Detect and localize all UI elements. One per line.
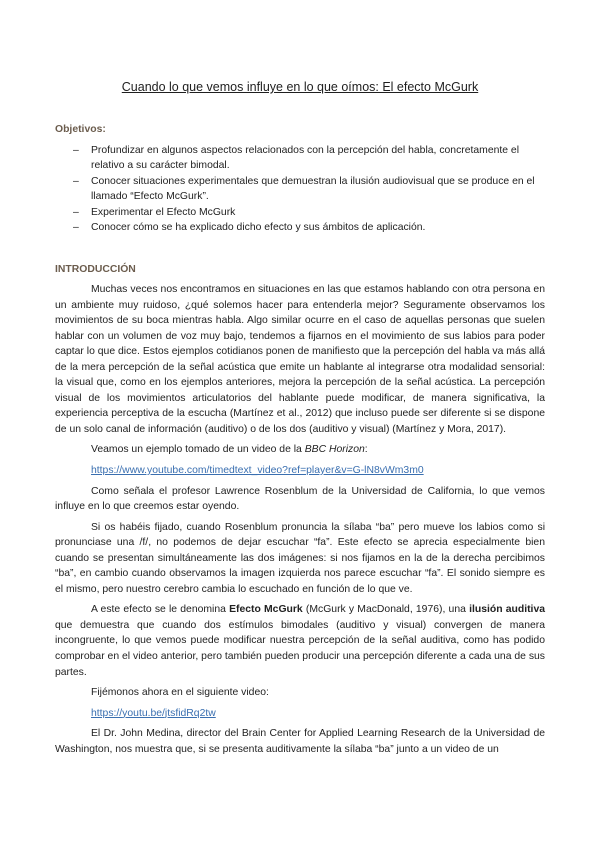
introduction-body [55, 282, 545, 757]
intro-paragraph-6: Fijémonos ahora en el siguiente video: [91, 687, 269, 699]
introduction-heading: INTRODUCCIÓN [55, 264, 136, 275]
objective-item: – Conocer situaciones experimentales que demuestran la ilusión audiovisual que se produce en el llamado “Efecto McGurk”. [73, 175, 535, 203]
objective-item: – Profundizar en algunos aspectos relacionados con la percepción del habla, concretamente el relativo a su carácter bimodal. [73, 145, 520, 172]
video-link-1-line [55, 463, 545, 479]
video-link-1[interactable]: https://www.youtube.com/timedtext_video?ref=player&v=G-lN8vWm3m0 [91, 465, 424, 477]
video-link-2-line [55, 706, 545, 722]
objective-item: – Conocer cómo se ha explicado dicho efecto y sus ámbitos de aplicación. [73, 222, 426, 234]
objective-item: – Experimentar el Efecto McGurk [73, 206, 236, 218]
intro-paragraph-1: Muchas veces nos encontramos en situaciones en las que estamos hablando con otra persona en un ambiente muy ruidoso, ¿qué solemos hacer para entenderla mejor? Seguramente observamos los movimientos de su boca mientras habla. Algo similar ocurre en el caso de aquellas personas que suelen hablar con un volumen de voz muy bajo, tendemos a fijarnos en el movimiento de sus labios para poder captar lo que dice. Estos ejemplos cotidianos ponen de manifiesto que la percepción del habla va más allá de la mera percepción de la señal acústica que emite un hablante al integrarse otra modalidad sensorial: la visual que, como en los ejemplos anteriores, mejora la percepción de la señal acústica. La percepción visual de los movimientos articulatorios del hablante puede modificar, de manera significativa, la experiencia perceptiva de la escucha (Martínez et al., 2012) que incluso puede ser diferente si se dispone de un solo canal de información (auditivo) o de los dos (auditivo y visual) (Martínez y Mora, 2017). [55, 284, 545, 435]
bbc-horizon-text: BBC Horizon [304, 444, 365, 456]
objectives-heading: Objetivos: [55, 124, 106, 135]
objectives-list [55, 143, 550, 235]
document-title: Cuando lo que vemos influye en lo que oímos: El efecto McGurk [121, 80, 479, 94]
intro-paragraph-7: El Dr. John Medina, director del Brain Center for Applied Learning Research de la Universidad de Washington, nos muestra que, si se presenta auditivamente la sílaba “ba” junto a un video de un [55, 728, 545, 755]
intro-paragraph-5: A este efecto se le denomina Efecto McGurk (McGurk y MacDonald, 1976), una ilusión auditiva que demuestra que cuando dos estímulos bimodales (auditivo y visual) convergen de manera incongruente, lo que vemos puede modificar nuestra percepción de la señal auditiva, como has podido comprobar en el video anterior, pero también pueden producir una percepción diferente a cada una de sus partes. [55, 604, 546, 678]
intro-paragraph-4: Si os habéis fijado, cuando Rosenblum pronuncia la sílaba “ba” pero mueve los labios como si pronunciase una /f/, no podemos de dejar escuchar “fa”. Este efecto se aprecia especialmente bien cuando se presentan simultáneamente las dos imágenes: si nos fijamos en la de la derecha percibimos “ba”, en cambio cuando observamos la imagen izquierda nos parece escuchar “fa”. El sonido siempre es el mismo, pero nuestro cerebro cambia lo escuchado en función de lo que ve. [55, 521, 545, 595]
auditory-illusion-term: ilusión auditiva [469, 604, 546, 616]
intro-paragraph-2: Veamos un ejemplo tomado de un video de la BBC Horizon: [91, 444, 368, 456]
intro-paragraph-3: Como señala el profesor Lawrence Rosenblum de la Universidad de California, lo que vemos influye en lo que creemos estar oyendo. [55, 485, 545, 513]
mcgurk-effect-term: Efecto McGurk [229, 604, 303, 616]
video-link-2[interactable]: https://youtu.be/jtsfidRq2tw [91, 707, 216, 719]
